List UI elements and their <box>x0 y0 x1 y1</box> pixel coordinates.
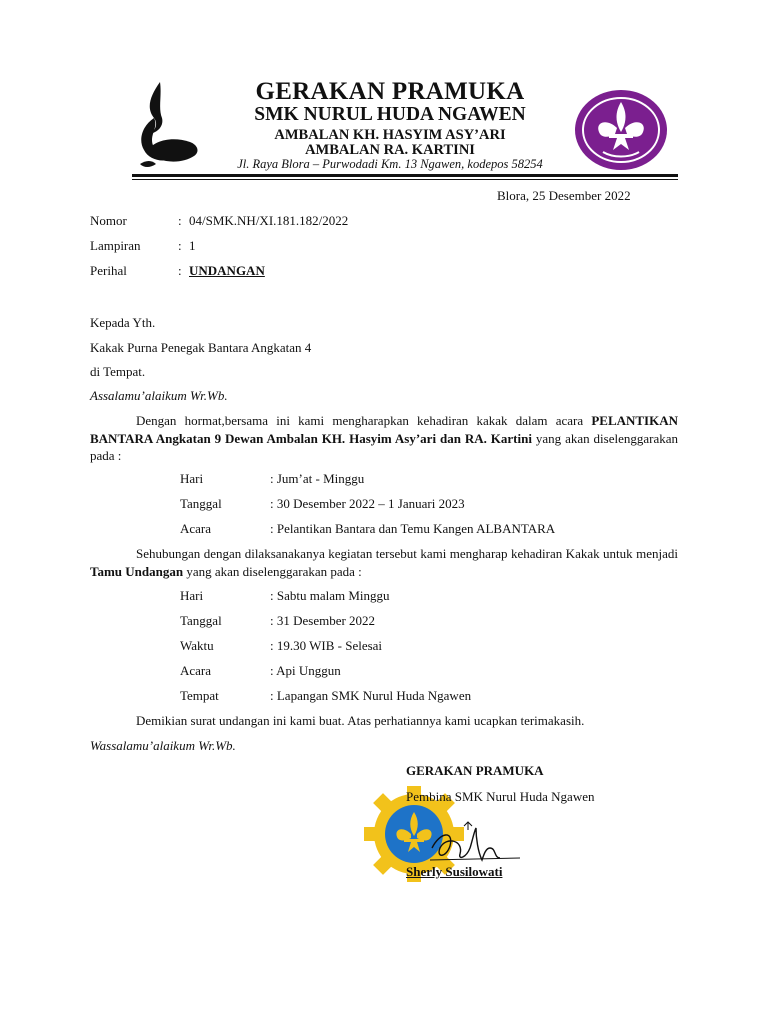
scout-fleur-de-lis-emblem-icon <box>573 88 669 172</box>
meta-label-nomor: Nomor <box>90 213 127 228</box>
event2-label-hari: Hari <box>180 588 204 603</box>
meta-value-nomor: 04/SMK.NH/XI.181.182/2022 <box>189 213 349 228</box>
event1-label-tanggal: Tanggal <box>180 496 222 511</box>
event2-value-waktu: : 19.30 WIB - Selesai <box>270 638 383 653</box>
meta-sep-perihal: : <box>178 263 182 278</box>
para1-tail: yang akan diselenggarakan pada : <box>90 430 678 463</box>
closing-sentence: Demikian surat undangan ini kami buat. Atas perhatiannya kami ucapkan terimakasih. <box>136 713 585 728</box>
event1-value-tanggal: : 30 Desember 2022 – 1 Januari 2023 <box>270 496 465 511</box>
signature-org: GERAKAN PRAMUKA <box>406 763 544 778</box>
letterhead-divider-thick <box>132 174 678 177</box>
event2-label-acara: Acara <box>180 663 212 678</box>
paragraph-invitation <box>90 412 678 465</box>
farewell: Wassalamu’alaikum Wr.Wb. <box>90 738 236 753</box>
event2-value-acara: : Api Unggun <box>270 663 341 678</box>
event2-value-hari: : Sabtu malam Minggu <box>270 588 390 603</box>
event1-label-hari: Hari <box>180 471 204 486</box>
para1-lead: Dengan hormat,bersama ini kami mengharapkan kehadiran kakak dalam acara <box>136 413 584 428</box>
para2-tail: yang akan diselenggarakan pada : <box>186 563 362 579</box>
meta-value-perihal: UNDANGAN <box>189 263 265 278</box>
signature-name: Sherly Susilowati <box>406 864 503 879</box>
para1-event-name: PELANTIKAN BANTARA Angkatan 9 Dewan Ambalan KH. Hasyim Asy’ari dan RA. Kartini <box>90 413 679 446</box>
recipient-line-1: Kepada Yth. <box>90 315 156 330</box>
event2-label-tanggal: Tanggal <box>180 613 222 628</box>
meta-value-lampiran: 1 <box>189 238 196 253</box>
meta-label-perihal: Perihal <box>90 263 127 278</box>
event2-label-tempat: Tempat <box>180 688 219 703</box>
event1-value-hari: : Jum’at - Minggu <box>270 471 365 486</box>
event2-label-waktu: Waktu <box>180 638 214 653</box>
para2-guest-role: Tamu Undangan <box>90 563 184 579</box>
handwritten-signature <box>420 818 520 870</box>
letterhead-org: GERAKAN PRAMUKA <box>255 78 525 105</box>
recipient-line-2: Kakak Purna Penegak Bantara Angkatan 4 <box>90 340 312 355</box>
meta-sep-nomor: : <box>178 213 182 228</box>
letterhead-unit-1: AMBALAN KH. HASYIM ASY’ARI <box>274 127 506 143</box>
letter-date: Blora, 25 Desember 2022 <box>497 188 631 203</box>
event1-label-acara: Acara <box>180 521 212 536</box>
meta-sep-lampiran: : <box>178 238 182 253</box>
letterhead-school: SMK NURUL HUDA NGAWEN <box>254 104 526 125</box>
tunas-kelapa-logo-icon <box>132 78 202 172</box>
para2-lead: Sehubungan dengan dilaksanakanya kegiatan tersebut kami mengharap kehadiran Kakak untuk menjadi <box>136 546 678 561</box>
meta-label-lampiran: Lampiran <box>90 238 141 253</box>
letterhead-unit-2: AMBALAN RA. KARTINI <box>305 142 475 158</box>
event2-value-tanggal: : 31 Desember 2022 <box>270 613 376 628</box>
event1-value-acara: : Pelantikan Bantara dan Temu Kangen ALBANTARA <box>270 521 556 536</box>
greeting: Assalamu’alaikum Wr.Wb. <box>90 388 228 403</box>
signature-role: Pembina SMK Nurul Huda Ngawen <box>406 789 595 804</box>
paragraph-guest <box>90 545 678 580</box>
letterhead-divider-thin <box>132 179 678 180</box>
recipient-line-3: di Tempat. <box>90 364 146 379</box>
event2-value-tempat: : Lapangan SMK Nurul Huda Ngawen <box>270 688 472 703</box>
letterhead-address: Jl. Raya Blora – Purwodadi Km. 13 Ngawen, kodepos 58254 <box>237 157 543 171</box>
